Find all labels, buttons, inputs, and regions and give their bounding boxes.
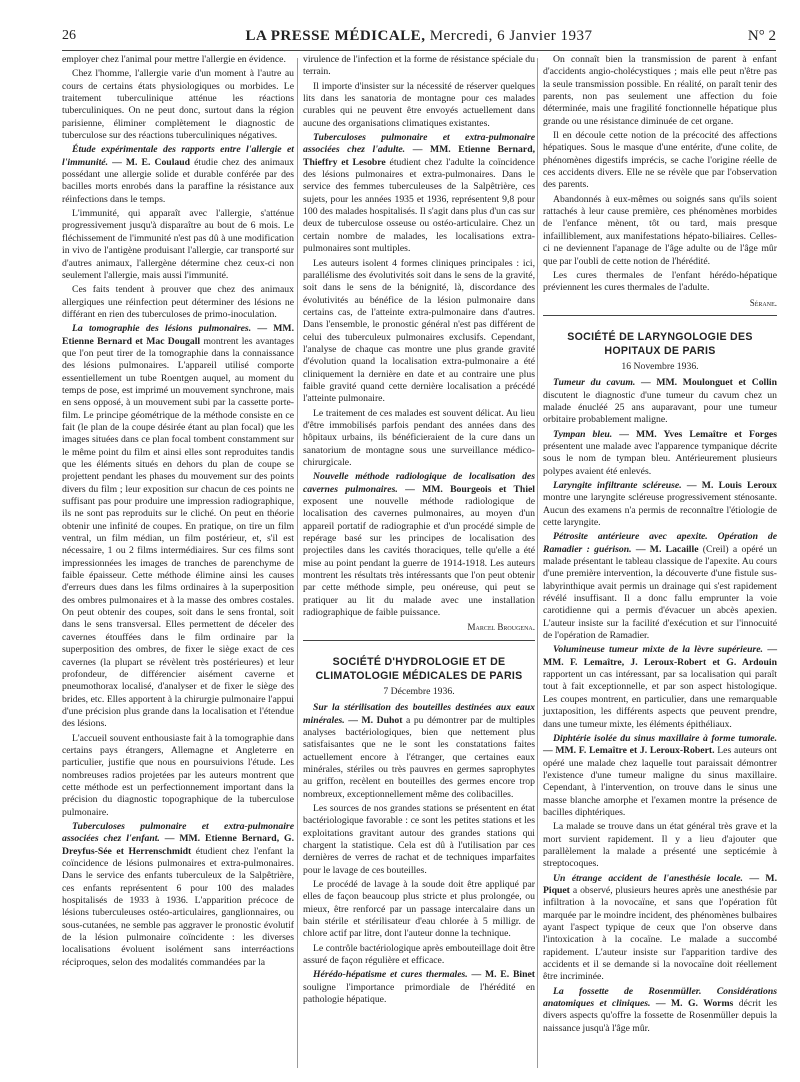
issue-number: N° 2: [747, 28, 776, 44]
article-title: Tympan bleu.: [553, 428, 613, 440]
article-authors: — MM. Moulonguet et Collin: [641, 377, 778, 389]
signature: Marcel Brougena.: [467, 622, 535, 633]
article-text: étudient chez l'enfant la coïncidence de lésions pulmonaires et extra-pulmonaires. Dans le service des enfants tuberculeux de la Salpêtrière, ces enfants représentent 6 pour 100 des malades hospitalisés de 1933 à 1936. L'apparition précoce de lésions tuberculeuses ostéo-articulaires, ganglionnaires, ou sous-cutanées, ne semble pas aggraver le pronostic évolutif de la lésion pulmonaire coïncidente : les diverses localisations évoluent isolément sans interréactions réciproques, selon des modalités commandées par la: [62, 845, 294, 968]
column-2: [303, 54, 535, 1008]
column-divider: [297, 58, 298, 1068]
article-text: souligne l'importance primordiale de l'hérédité en pathologie hépatique.: [303, 981, 535, 1006]
article-title: Étude expérimentale des rapports entre l'allergie et l'immunité.: [62, 144, 294, 168]
article-title: Laryngite infiltrante scléreuse.: [553, 479, 682, 491]
article: [543, 986, 777, 1035]
article-title: Hérédo-hépatisme et cures thermales.: [313, 969, 468, 981]
article-authors: — M. Louis Leroux: [686, 479, 777, 491]
paragraph: Le traitement de ces malades est souvent délicat. Au lieu d'être immobilisés parfois pendant des années dans des hôpitaux urbains, ils bénéficieraient de la cure dans un sanatorium de montagne sous une surveillance médico-chirurgicale.: [303, 407, 535, 468]
article: [543, 531, 777, 642]
paragraph: Les cures thermales de l'enfant hérédo-hépatique préviennent les cures thermales de l'adulte.: [543, 269, 777, 294]
section-rule: [303, 640, 535, 641]
article-text: exposent une nouvelle méthode radiologique de localisation des cavernes pulmonaires, au moyen d'un appareil portatif de radiographie et d'un procédé simple de repérage basé sur les principes de localisation des projectiles dans les cavités thoraciques, telle qu'elle a été mise au point pendant la guerre de 1914-1918. Les auteurs montrent les résultats très intéressants que l'on peut obtenir par cette méthode simple, peu onéreuse, qui peut se pratiquer au lit du malade avec une installation radiographique de faible puissance.: [303, 496, 535, 619]
article-title: Tumeur du cavum.: [553, 377, 636, 389]
article: [303, 471, 535, 619]
article-text: rapportent un cas intéressant, par sa localisation qui paraît tout à fait exceptionnelle, et par son aspect histologique. Les coupes montrent, en particulier, dans une remarquable juxtaposition, les différents aspects que peuvent prendre, dans une tumeur mixte, les éléments épithéliaux.: [543, 669, 777, 730]
article-authors: — MM. F. Lemaître et J. Leroux-Robert.: [543, 745, 715, 757]
article-title: Nouvelle méthode radiologique de localisation des cavernes pulmonaires.: [303, 471, 535, 495]
paragraph: Il en découle cette notion de la précocité des affections hépatiques. Sous le masque d'une entérite, d'une colite, de phénomènes digestifs imprécis, se cache l'origine réelle de ces accidents divers. Elle ne se révèle que par l'observation des parents.: [543, 130, 777, 191]
article: [303, 132, 535, 255]
issue-date: Mercredi, 6 Janvier 1937: [429, 28, 593, 44]
article-title: Un étrange accident de l'anesthésie locale.: [553, 872, 743, 884]
paragraph: Le contrôle bactériologique après embouteillage doit être assuré de façon régulière et efficace.: [303, 942, 535, 967]
article-authors: — M. Lacaille: [635, 543, 699, 555]
article-text: décrit les divers aspects qu'offre la fossette de Rosenmüller depuis la naissance jusqu'à l'âge mûr.: [543, 998, 777, 1034]
article: [543, 733, 777, 819]
paragraph: virulence de l'infection et la forme de résistance spéciale du terrain.: [303, 54, 535, 78]
paragraph: L'immunité, qui apparaît avec l'allergie, s'atténue progressivement jusqu'à disparaître au bout de 6 mois. Le fléchissement de l'immunité n'est pas dû à une modification in vivo de l'antigène produisant l'allergie, car transporté sur d'autres animaux, l'allergène détermine chez ceux-ci non seulement l'allergie, mais aussi l'immunité.: [62, 208, 294, 281]
article-authors: — M. G. Worms: [655, 998, 734, 1010]
column-1: [62, 54, 294, 971]
article: [543, 480, 777, 529]
article-authors: — MM. Yves Lemaître et Forges: [619, 428, 777, 440]
page-number: 26: [62, 28, 76, 43]
article-authors: — MM. Etienne Bernard et Mac Dougall: [62, 323, 295, 347]
article-authors: — MM. Etienne Bernard, G. Dreyfus-Sée et Herrenschmidt: [62, 833, 294, 857]
session-date: 16 Novembre 1936.: [621, 360, 699, 372]
article-title: La fossette de Rosenmüller. Considérations anatomiques et cliniques.: [543, 985, 777, 1010]
article: [303, 969, 535, 1006]
paragraph: Il importe d'insister sur la nécessité de réserver quelques lits dans les sanatoria de montagne pour ces malades curables qui ne peuvent être envoyés actuellement dans aucune des organisations climatiques existantes.: [303, 80, 535, 129]
article-authors: — MM. Bourgeois et Thiel: [405, 483, 535, 495]
column-divider: [537, 58, 538, 1068]
article-text: montrent les avantages que l'on peut tirer de la tomographie dans la connaissance des lésions pulmonaires. L'appareil utilisé comporte essentiellement un tube Roentgen auquel, au moment du temps de pose, est imprimé un mouvement synchrone, mais en sens opposé, à un mouvement subi par la cassette porte-film. Le principe géométrique de la méthode consiste en ce fait (le plan de la coupe désirée étant au plan focal) que les images situées dans ce plan focal tombent constamment sur le même point du film et ainsi elles sont reproduites tandis que les éléments situés en dehors du plan de coupe se projettent pendant les phases du mouvement sur des points divers du film ; leur exposition sur chacun de ces points ne suffisant pas pour produire une impression radiographique, ils ne sont pas reproduits sur le cliché. On peut en théorie obtenir une infinité de coupes. En pratique, on tire un film ventral, un film médian, un film postérieur, et, s'il est nécessaire, 1 ou 2 films intermédiaires. Sur ces films sont impressionnées les images de tranches de parenchyme de faible épaisseur. Cette méthode élimine ainsi les causes d'erreurs dues dans les films ordinaires à la superposition des ombres pulmonaires et à la masse des ombres costales. On peut obtenir des coupes, soit dans le sens frontal, soit dans le sens transversal. Elles permettent de déceler des cavernes étouffées dans le film ordinaire par la superposition des ombres, de fixer le siège exact de ces cavernes (la plupart se révèlent très postérieures) et leur profondeur, de différencier aisément caverne et pneumothorax localisé, d'analyser et de fixer le siège des brides, etc. Elles apportent à la chirurgie pulmonaire l'appui d'une précision plus grande dans la localisation et l'étendue des lésions.: [62, 335, 294, 730]
article: [62, 323, 294, 730]
paragraph: La malade se trouve dans un état général très grave et la mort survient rapidement. Il y a lieu d'ajouter que parallèlement la malade a présenté une septicémie à streptocoques.: [543, 821, 777, 870]
article: [543, 377, 777, 426]
article-text: discutent le diagnostic d'une tumeur du cavum chez un malade énucléé 25 ans auparavant, pour une tumeur orbitaire probablement maligne.: [543, 389, 777, 426]
section-rule: [543, 315, 777, 316]
paragraph: Chez l'homme, l'allergie varie d'un moment à l'autre au cours de certains états physiologiques ou morbides. Le traitement tuberculinique atténue les réactions tuberculiniques. On ne peut donc, surtout dans la région parisienne, éliminer complètement le diagnostic de tuberculose sur des réactions tuberculiniques négatives.: [62, 68, 294, 142]
paragraph: Le procédé de lavage à la soude doit être appliqué par elles de façon beaucoup plus stricte et plus prolongée, ou mieux, être renforcé par un passage intercalaire dans un bain stérile et stérilisateur d'eau chlorée à 5 milligr. de chlore actif par litre, dont l'auteur donne la technique.: [303, 878, 535, 940]
section-heading: SOCIÉTÉ DE LARYNGOLOGIE DES HOPITAUX DE PARIS: [567, 330, 753, 357]
journal-title-line: [62, 28, 776, 45]
paragraph: Ces faits tendent à prouver que chez des animaux allergiques une réinfection peut déterminer des lésions ne différant en rien des tuberculoses de primo-inoculation.: [62, 284, 294, 320]
article: [62, 144, 294, 206]
article-text: présentent une malade avec l'apparence tympanique décrite sous le nom de tympan bleu. Antérieurement plusieurs polypes avaient été enlevés.: [543, 440, 777, 477]
article-text: montre une laryngite scléreuse progressivement sténosante. Aucun des examens n'a permis de reconnaître l'étiologie de cette laryngite.: [543, 492, 777, 528]
page-header: [62, 28, 776, 51]
paragraph: L'accueil souvent enthousiaste fait à la tomographie dans certains pays étrangers, Allemagne et Angleterre en particulier, justifie que nous en poursuivions l'étude. Les nombreuses radios projetées par les auteurs montrent que cette méthode est un perfectionnement important dans la précision du diagnostic topographique de la tuberculose pulmonaire.: [62, 732, 294, 818]
article: [543, 873, 777, 984]
signature: Sérane.: [749, 297, 777, 308]
journal-name: LA PRESSE MÉDICALE,: [245, 28, 426, 44]
article: [303, 702, 535, 801]
article-title: Tuberculoses pulmonaire et extra-pulmonaire associées chez l'enfant.: [62, 820, 294, 845]
article-text: étudie chez des animaux possédant une allergie solide et durable conférée par des bacilles morts enrobés dans la paraffine la résistance aux réinfections dans le temps.: [62, 156, 295, 205]
article-title: Sur la stérilisation des bouteilles destinées aux eaux minérales.: [303, 702, 535, 726]
section-heading: SOCIÉTÉ D'HYDROLOGIE ET DE CLIMATOLOGIE MÉDICALES DE PARIS: [315, 655, 523, 682]
article-title: Diphtérie isolée du sinus maxillaire à forme tumorale.: [553, 732, 777, 744]
article: [543, 644, 777, 730]
article-title: Volumineuse tumeur mixte de la lèvre supérieure.: [553, 644, 763, 656]
article-text: étudient chez l'adulte la coïncidence des lésions pulmonaires et extra-pulmonaires. Dans le service des femmes tuberculeuses de la Salpêtrière, ces sujets, pour les années 1935 et 1936, représentent 9,8 pour 100 des malades hospitalisés. Il s'agit dans plus d'un cas sur deux de tuberculose osseuse ou ostéo-articulaire. Chez un certain nombre de malades, les localisations extra-pulmonaires sont multiples.: [303, 156, 535, 255]
article-authors: — M. E. Coulaud: [112, 156, 191, 168]
article-title: Tuberculoses pulmonaire et extra-pulmonaire associées chez l'adulte.: [303, 132, 535, 156]
paragraph: Abandonnés à eux-mêmes ou soignés sans qu'ils soient rattachés à leur cause première, ces phénomènes morbides de l'enfance mènent, tôt ou tard, mais presque infailliblement, aux manifestations hépato-biliaires. Celles-ci ne deviennent l'apanage de l'âge adulte ou de l'âge mûr que par l'oubli de cette notion de l'hérédité.: [543, 193, 777, 267]
article-authors: — M. Duhot: [348, 714, 403, 726]
article-authors: — MM. F. Lemaître, J. Leroux-Robert et G. Ardouin: [543, 644, 777, 668]
paragraph: Les auteurs isolent 4 formes cliniques principales : ici, parallélisme des évolutivités soit dans le sens de la gravité, soit dans le sens de la bénignité, là, discordance des évolutivités au bénéfice de la lésion pulmonaire dans certains cas, de l'atteinte extra-pulmonaire dans d'autres. Dans l'ensemble, le pronostic général n'est pas différent de celui des tuberculeux pulmonaires exclusifs. Cependant, l'analyse de chaque cas montre une plus grande gravité d'évolution quand la localisation extra-pulmonaire a été cliniquement la dernière en date et au contraire une plus faible gravité quand cette dernière localisation a précédé l'atteinte pulmonaire.: [303, 257, 535, 405]
paragraph: Les sources de nos grandes stations se présentent en état bactériologique favorable : ce sont les petites stations et les exploitations gravitant autour des grandes stations qui chargent la statistique. Cela est dû à l'utilisation par ces dernières de verres de rachat et de techniques imparfaites pour le lavage de ces bouteilles.: [303, 802, 535, 876]
session-date: 7 Décembre 1936.: [383, 685, 455, 697]
article-text: a observé, plusieurs heures après une anesthésie par infiltration à la novocaïne, et sans que l'opération fût marquée par le moindre incident, des phénomènes bulbaires ayant l'aspect typique de ceux que l'on observe dans l'intoxication à la cocaïne. Le malade a succombé rapidement. L'auteur insiste sur l'apparition tardive des accidents et il se demande si la novocaïne doit réellement être incriminée.: [543, 884, 778, 983]
article: [543, 429, 777, 478]
paragraph: employer chez l'animal pour mettre l'allergie en évidence.: [62, 54, 286, 65]
article-title: La tomographie des lésions pulmonaires.: [72, 323, 252, 335]
article-title: Pétrosite antérieure avec apexite. Opération de Ramadier : guérison.: [543, 531, 777, 555]
article: [62, 821, 294, 969]
article-text: Les auteurs ont opéré une malade chez laquelle tout paraissait démontrer l'existence d'une tumeur maligne du sinus maxillaire. Cependant, à l'intervention, on trouve dans le sinus une masse blanche amorphe et l'examen montre la présence de bacilles diphtériques.: [543, 745, 777, 818]
article-text: (Creil) a opéré un malade présentant le tableau classique de l'apexite. Au cours d'une première intervention, la découverte d'une fistule sus-labyrinthique avait permis un drainage qui s'est rapidement révélé insuffisant. Il a donc fallu emprunter la voie carotidienne qui a permis d'évacuer un abcès apexien. L'auteur insiste sur la facilité d'exécution et sur l'innocuité de l'opération de Ramadier.: [543, 543, 778, 642]
article-authors: — MM. Etienne Bernard, Thieffry et Lesobre: [303, 144, 535, 168]
paragraph: On connaît bien la transmission de parent à enfant d'accidents angio-cholécystiques ; mais elle peut n'être pas la seule transmission possible. En réalité, on paraît tenir des parents, non pas seulement une affection du foie déterminée, mais une fragilité fonctionnelle hépatique plus grande ou une résistance diminuée de cet organe.: [543, 54, 777, 127]
article-authors: — M. E. Binet: [471, 969, 536, 981]
article-text: a pu démontrer par de multiples analyses bactériologiques, bien que nettement plus satisfaisantes que ne le sont les constatations faites actuellement encore à l'étranger, que certaines eaux minérales, stériles ou très pauvres en germes saprophytes au griffon, recèlent en bouteilles des germes encore trop nombreux, exceptionnellement même des colibacilles.: [303, 714, 536, 800]
column-3: [543, 54, 777, 1037]
article-authors: — M. Piquet: [543, 872, 777, 896]
